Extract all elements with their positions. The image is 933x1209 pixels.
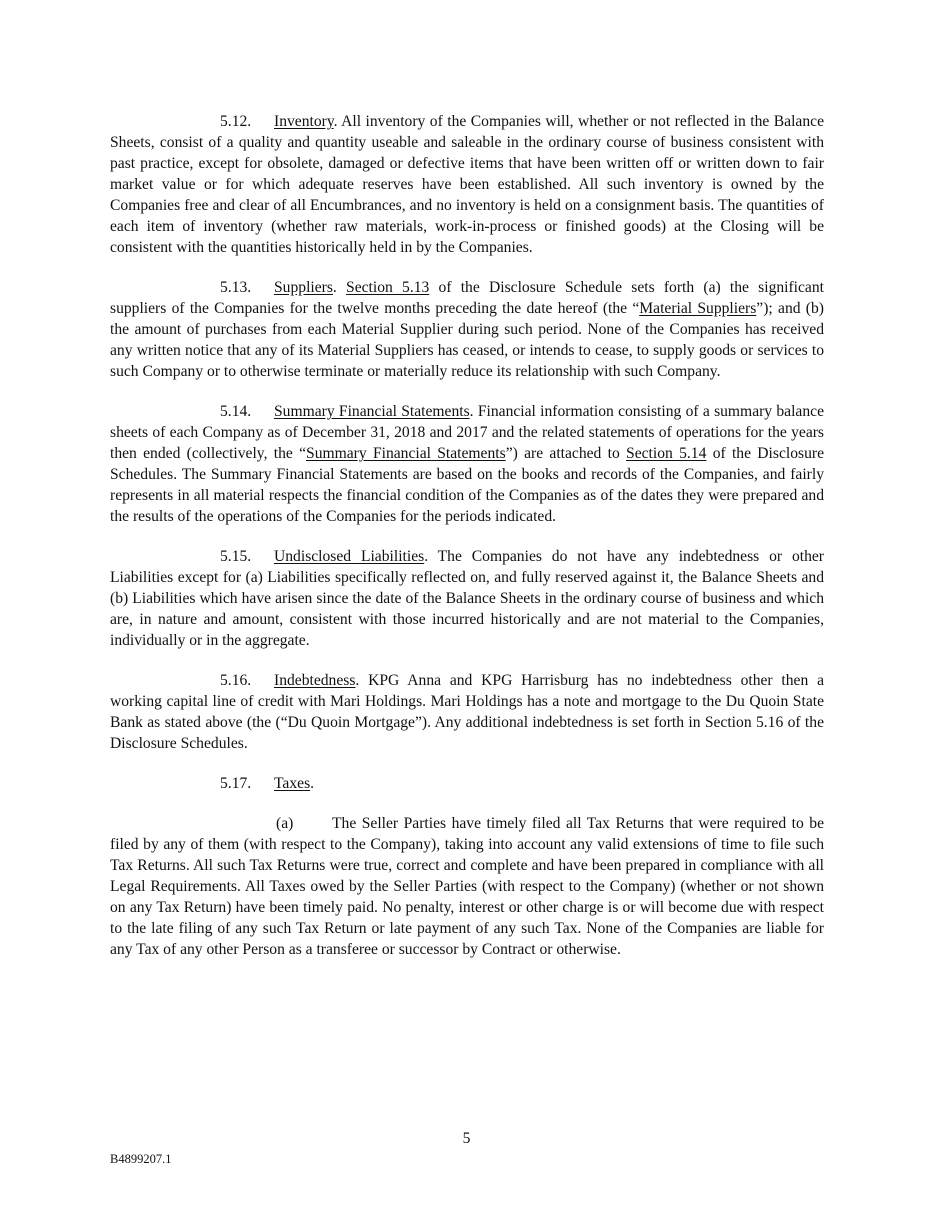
- section-heading: Inventory: [274, 113, 334, 130]
- section-5-16: [110, 670, 824, 754]
- section-reference: Section 5.13: [346, 279, 430, 296]
- section-text: . All inventory of the Companies will, whether or not reflected in the Balance Sheets, consist of a quality and quantity useable and saleable in the ordinary course of business consistent with past practice, except for obsolete, damaged or defective items that have been written off or written down to fair market value or for which adequate reserves have been established. All such inventory is owned by the Companies free and clear of all Encumbrances, and no inventory is held on a consignment basis. The quantities of each item of inventory (whether raw materials, work-in-process or finished goods) at the Closing will be consistent with the quantities historically held in by the Companies.: [110, 113, 824, 256]
- section-text: .: [332, 279, 347, 296]
- section-5-15: [110, 546, 824, 651]
- section-5-12: [110, 111, 824, 258]
- section-number: 5.17.: [220, 775, 252, 792]
- page-number: 5: [462, 1130, 471, 1147]
- section-text: . The Companies do not have any indebtedness or other Liabilities except for (a) Liabilities specifically reflected on, and fully reserved against it, the Balance Sheets and (b) Liabilities which have arisen since the date of the Balance Sheets in the ordinary course of business and which are, in nature and amount, consistent with those incurred historically and are not material to the Companies, individually or in the aggregate.: [110, 548, 824, 649]
- defined-term: Summary Financial Statements: [306, 445, 506, 462]
- section-text: ”) are attached to: [505, 445, 627, 462]
- document-body: [110, 111, 824, 979]
- section-text: of the Disclosure Schedules. The Summary Financial Statements are based on the books and records of the Companies, and fairly represents in all material respects the financial condition of the Companies as of the dates they were prepared and the results of the operations of the Companies for the periods indicated.: [110, 445, 824, 525]
- section-heading: Taxes: [274, 775, 311, 792]
- defined-term: Material Suppliers: [639, 300, 757, 317]
- section-text: . Financial information consisting of a summary balance sheets of each Company as of December 31, 2018 and 2017 and the related statements of operations for the years then ended (collectively, the “: [110, 403, 824, 462]
- section-heading: Undisclosed Liabilities: [274, 548, 425, 565]
- section-5-13: [110, 277, 824, 382]
- section-text: . KPG Anna and KPG Harrisburg has no indebtedness other then a working capital line of credit with Mari Holdings. Mari Holdings has a note and mortgage to the Du Quoin State Bank as stated above (the (“Du Quoin Mortgage”). Any additional indebtedness is set forth in Section 5.16 of the Disclosure Schedules.: [110, 672, 824, 752]
- document-id: B4899207.1: [110, 1152, 172, 1166]
- section-text: ”); and (b) the amount of purchases from each Material Supplier during such period. None of the Companies has received any written notice that any of its Material Suppliers has ceased, or intends to cease, to supply goods or services to such Company or to otherwise terminate or materially reduce its relationship with such Company.: [110, 300, 824, 380]
- section-5-17-a: [110, 813, 824, 960]
- section-heading: Indebtedness: [274, 672, 356, 689]
- section-number: 5.12.: [220, 113, 252, 130]
- section-heading: Summary Financial Statements: [274, 403, 470, 420]
- section-reference: Section 5.14: [626, 445, 707, 462]
- section-number: 5.14.: [220, 403, 252, 420]
- subsection-number: (a): [276, 815, 294, 832]
- section-text: .: [310, 775, 315, 792]
- section-number: 5.13.: [220, 279, 252, 296]
- section-5-14: [110, 401, 824, 527]
- section-number: 5.15.: [220, 548, 252, 565]
- section-heading: Suppliers: [274, 279, 333, 296]
- section-text: of the Disclosure Schedule sets forth (a) the significant suppliers of the Companies for the twelve months preceding the date hereof (the “: [110, 279, 824, 317]
- section-number: 5.16.: [220, 672, 252, 689]
- section-5-17: [110, 773, 824, 794]
- section-text: The Seller Parties have timely filed all Tax Returns that were required to be filed by any of them (with respect to the Company), taking into account any valid extensions of time to file such Tax Returns. All such Tax Returns were true, correct and complete and have been prepared in compliance with all Legal Requirements. All Taxes owed by the Seller Parties (with respect to the Company) (whether or not shown on any Tax Return) have been timely paid. No penalty, interest or other charge is or will become due with respect to the late filing of any such Tax Return or late payment of any such Tax. None of the Companies are liable for any Tax of any other Person as a transferee or successor by Contract or otherwise.: [110, 815, 824, 958]
